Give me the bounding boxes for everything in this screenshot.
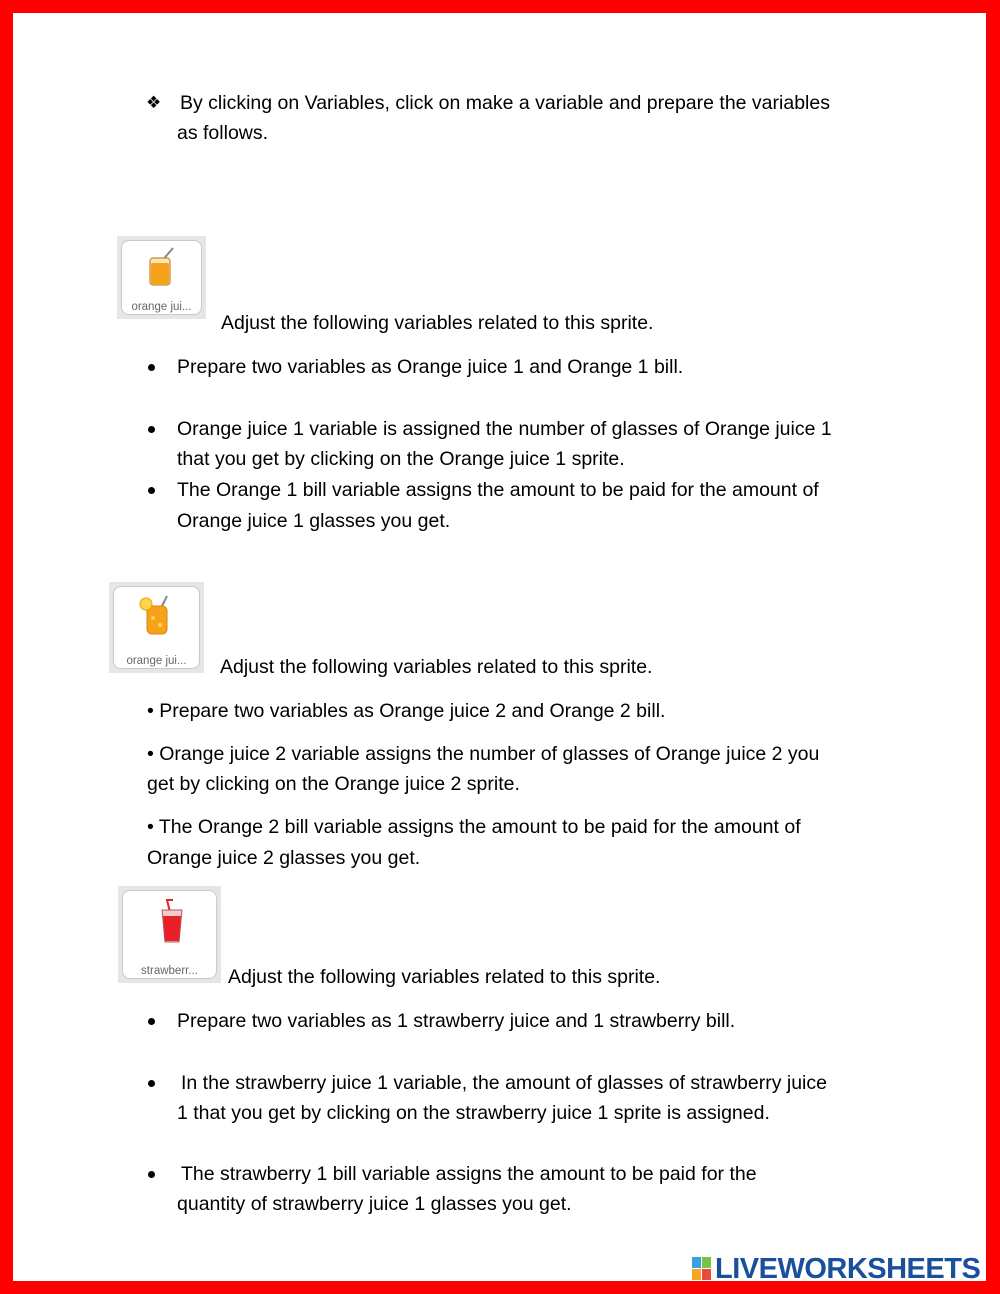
section-2-paragraph-3-line-1: • The Orange 2 bill variable assigns the amount to be paid for the amount of [147, 816, 801, 838]
liveworksheets-logo-icon [692, 1257, 712, 1281]
orange-juice-glass-icon [141, 246, 181, 290]
orange-juice-1-sprite-thumbnail [117, 236, 206, 319]
orange-juice-lemon-icon [135, 594, 179, 640]
bullet-icon [148, 1018, 155, 1025]
four-diamond-bullet-icon: ❖ [146, 93, 162, 113]
bullet-icon [148, 364, 155, 371]
bullet-icon [148, 1171, 155, 1178]
section-1-bullet-3-line-2: Orange juice 1 glasses you get. [177, 510, 451, 532]
section-2-paragraph-2-line-2: get by clicking on the Orange juice 2 sprite. [147, 773, 520, 795]
section-2-paragraph-2-line-1: • Orange juice 2 variable assigns the number of glasses of Orange juice 2 you [147, 743, 820, 765]
sprite-caption: orange jui... [131, 301, 192, 313]
section-3-bullet-2-line-1: In the strawberry juice 1 variable, the amount of glasses of strawberry juice [181, 1072, 827, 1094]
strawberry-juice-sprite-thumbnail [118, 886, 221, 983]
intro-line-2: as follows. [177, 122, 269, 144]
section-2-paragraph-1: • Prepare two variables as Orange juice 2 and Orange 2 bill. [147, 700, 666, 722]
liveworksheets-logo [692, 1253, 980, 1285]
section-1-heading: Adjust the following variables related to this sprite. [221, 312, 654, 334]
section-3-bullet-3-line-1: The strawberry 1 bill variable assigns the amount to be paid for the [181, 1163, 757, 1185]
bullet-icon [148, 1080, 155, 1087]
section-3-heading: Adjust the following variables related to this sprite. [228, 966, 661, 988]
bullet-icon [148, 426, 155, 433]
section-1-bullet-1: Prepare two variables as Orange juice 1 and Orange 1 bill. [177, 356, 684, 378]
section-3-bullet-2-line-2: 1 that you get by clicking on the strawberry juice 1 sprite is assigned. [177, 1102, 770, 1124]
bullet-icon [148, 487, 155, 494]
sprite-caption: strawberr... [141, 965, 198, 977]
section-2-heading: Adjust the following variables related to this sprite. [220, 656, 653, 678]
section-3-bullet-3-line-2: quantity of strawberry juice 1 glasses you get. [177, 1193, 572, 1215]
liveworksheets-logo-text: LIVEWORKSHEETS [715, 1252, 981, 1285]
section-3-bullet-1: Prepare two variables as 1 strawberry juice and 1 strawberry bill. [177, 1010, 736, 1032]
section-1-bullet-3-line-1: The Orange 1 bill variable assigns the amount to be paid for the amount of [177, 479, 819, 501]
strawberry-juice-glass-icon [153, 898, 193, 948]
section-1-bullet-2-line-2: that you get by clicking on the Orange juice 1 sprite. [177, 448, 625, 470]
sprite-caption: orange jui... [126, 655, 187, 667]
intro-line-1: By clicking on Variables, click on make a variable and prepare the variables [180, 92, 830, 114]
section-2-paragraph-3-line-2: Orange juice 2 glasses you get. [147, 847, 421, 869]
orange-juice-2-sprite-thumbnail [109, 582, 204, 673]
section-1-bullet-2-line-1: Orange juice 1 variable is assigned the number of glasses of Orange juice 1 [177, 418, 832, 440]
